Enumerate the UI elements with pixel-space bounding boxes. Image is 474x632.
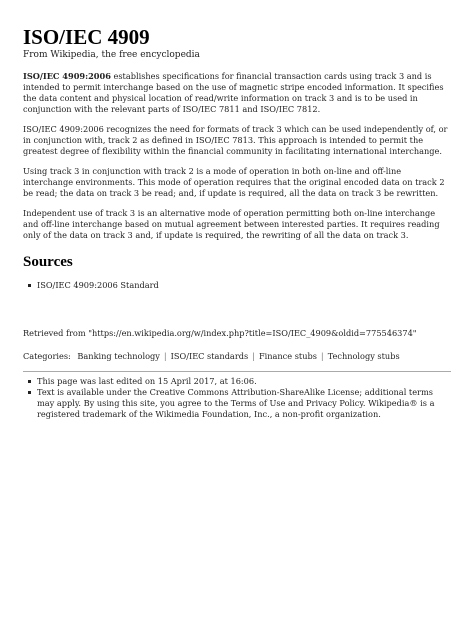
intro-paragraph — [23, 71, 451, 115]
paragraph-independent-track3: Independent use of track 3 is an alternative mode of operation permitting both on-line interchange and off-line interchange based on mutual agreement between interested parties. It requires reading only of the data on track 3 and, if update is required, the rewriting of all the data on track 3. — [23, 208, 440, 240]
category-link-banking-technology[interactable]: Banking technology — [77, 351, 160, 361]
category-link-iso-iec-standards[interactable]: ISO/IEC standards — [170, 351, 249, 361]
paragraph-formats: ISO/IEC 4909:2006 recognizes the need for formats of track 3 which can be used independently of, or in conjunction with, track 2 as defined in ISO/IEC 7813. This approach is intended to permit the greatest degree of flexibility within the financial community in facilitating international interchange. — [23, 124, 448, 156]
footer-divider — [23, 371, 451, 372]
category-separator: | — [163, 351, 167, 361]
footer-license: Text is available under the Creative Commons Attribution-ShareAlike License; additional terms may apply. By using this site, you agree to the Terms of Use and Privacy Policy. Wikipedia® is a registered trademark of the Wikimedia Foundation, Inc., a non-profit organization. — [37, 387, 451, 420]
source-item[interactable]: ISO/IEC 4909:2006 Standard — [37, 280, 451, 291]
category-link-finance-stubs[interactable]: Finance stubs — [258, 351, 317, 361]
intro-bold-term: ISO/IEC 4909:2006 — [23, 71, 111, 81]
sources-list — [23, 280, 451, 291]
sources-heading: Sources — [23, 254, 73, 270]
categories-label: Categories: — [23, 351, 71, 361]
retrieved-from: Retrieved from "https://en.wikipedia.org/w/index.php?title=ISO/IEC_4909&oldid=775546374" — [23, 328, 417, 338]
page-title: ISO/IEC 4909 — [23, 25, 150, 49]
paragraph-track3-with-track2: Using track 3 in conjunction with track 2 is a mode of operation in both on-line and off-line interchange environments. This mode of operation requires that the original encoded data on track 2 be read; the data on track 3 be read; and, if update is required, all the data on track 3 be rewritten. — [23, 166, 445, 198]
categories-bar — [23, 351, 451, 362]
intro-text: establishes specifications for financial transaction cards using track 3 and is intended to permit interchange based on the use of magnetic stripe encoded information. It specifies the data content and physical location of read/write information on track 3 and is to be used in conjunction with the relevant parts of ISO/IEC 7811 and ISO/IEC 7812. — [23, 71, 444, 114]
footer-last-edited: This page was last edited on 15 April 2017, at 16:06. — [37, 376, 451, 387]
category-separator: | — [252, 351, 255, 361]
category-link-technology-stubs[interactable]: Technology stubs — [327, 351, 400, 361]
tagline: From Wikipedia, the free encyclopedia — [23, 50, 200, 60]
footer-list — [23, 376, 451, 420]
category-separator: | — [320, 351, 324, 361]
